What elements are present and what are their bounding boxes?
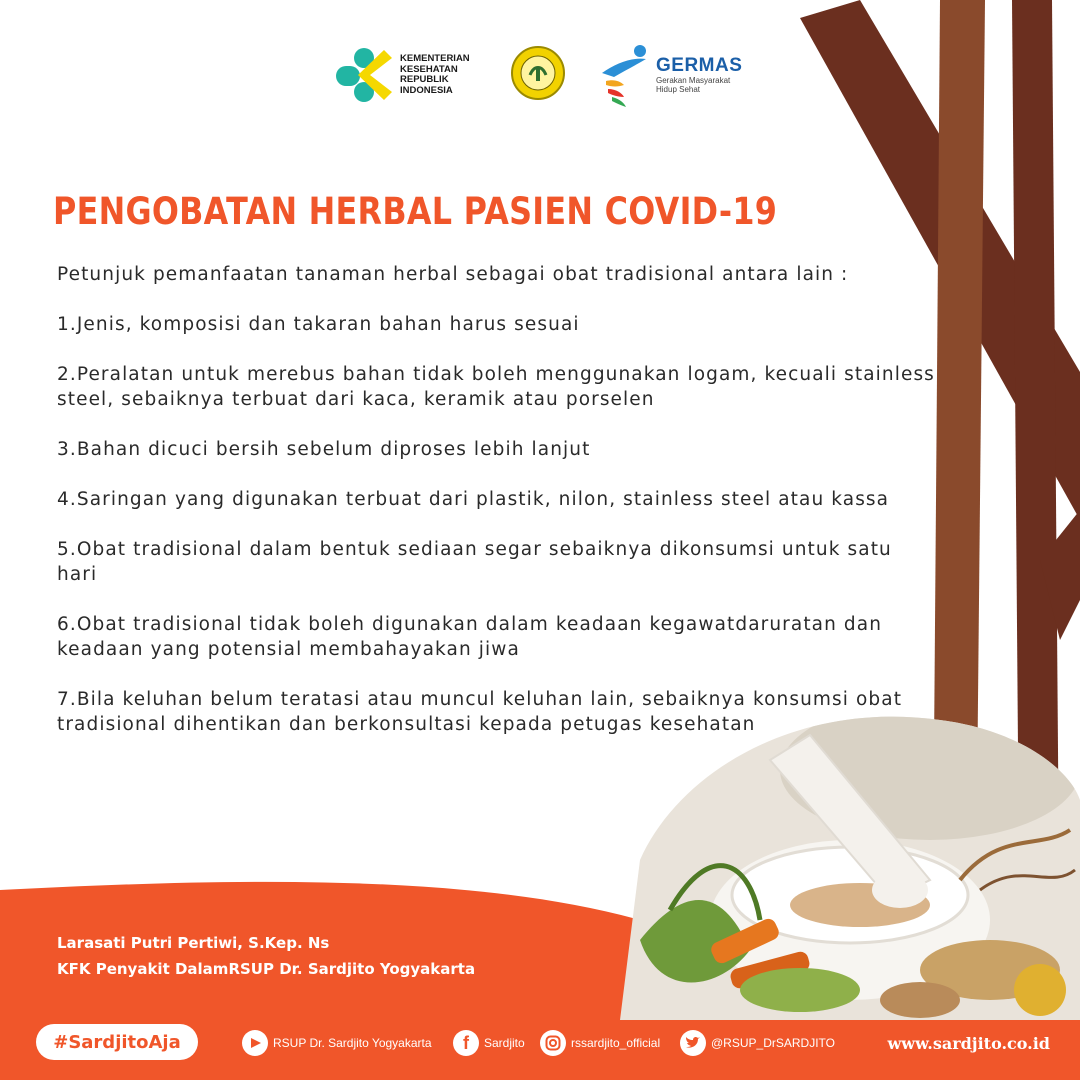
footer-bar	[0, 1018, 1080, 1068]
germas-logo	[600, 43, 742, 107]
kemenkes-logo	[336, 44, 490, 106]
germas-subtitle: Gerakan Masyarakat Hidup Sehat	[656, 76, 731, 94]
twitter-link[interactable]	[680, 1030, 835, 1056]
page-title: PENGOBATAN HERBAL PASIEN COVID-19	[53, 190, 778, 233]
kemenkes-emblem-icon	[336, 44, 394, 106]
instagram-icon	[540, 1030, 566, 1056]
youtube-label: RSUP Dr. Sardjito Yogyakarta	[273, 1036, 432, 1050]
intro-text: Petunjuk pemanfaatan tanaman herbal sebagai obat tradisional antara lain :	[57, 264, 849, 285]
facebook-link[interactable]	[453, 1030, 525, 1056]
university-seal-logo	[510, 45, 566, 105]
seal-icon	[510, 45, 566, 101]
twitter-icon	[680, 1030, 706, 1056]
website-link[interactable]: www.sardjito.co.id	[887, 1034, 1050, 1053]
kemenkes-text: KEMENTERIAN KESEHATAN REPUBLIK INDONESIA	[400, 53, 470, 96]
list-item-5: 5.Obat tradisional dalam bentuk sediaan segar sebaiknya dikonsumsi untuk satu hari	[57, 539, 892, 585]
list-item-1: 1.Jenis, komposisi dan takaran bahan harus sesuai	[57, 314, 580, 335]
germas-emblem-icon	[600, 43, 652, 107]
list-item-4: 4.Saringan yang digunakan terbuat dari plastik, nilon, stainless steel atau kassa	[57, 489, 890, 510]
logos-header	[336, 40, 742, 110]
facebook-icon: f	[453, 1030, 479, 1056]
instagram-label: rssardjito_official	[571, 1036, 661, 1050]
youtube-icon	[242, 1030, 268, 1056]
list-item-6: 6.Obat tradisional tidak boleh digunakan dalam keadaan kegawatdaruratan dan keadaan yang potensial membahayakan jiwa	[57, 614, 883, 660]
youtube-link[interactable]	[242, 1030, 432, 1056]
facebook-label: Sardjito	[484, 1036, 525, 1050]
instagram-link[interactable]	[540, 1030, 660, 1056]
author-name: Larasati Putri Pertiwi, S.Kep. Ns	[57, 934, 330, 952]
hashtag-badge: #SardjitoAja	[36, 1024, 198, 1060]
list-item-2: 2.Peralatan untuk merebus bahan tidak boleh menggunakan logam, kecuali stainless steel, sebaiknya terbuat dari kaca, keramik atau porselen	[57, 364, 935, 410]
list-item-7: 7.Bila keluhan belum teratasi atau muncul keluhan lain, sebaiknya konsumsi obat tradisional dihentikan dan berkonsultasi kepada petugas kesehatan	[57, 689, 903, 735]
twitter-label: @RSUP_DrSARDJITO	[711, 1036, 835, 1050]
list-item-3: 3.Bahan dicuci bersih sebelum diproses lebih lanjut	[57, 439, 591, 460]
content-body	[57, 262, 937, 762]
germas-title: GERMAS	[656, 55, 743, 76]
author-block	[57, 930, 475, 982]
author-affiliation: KFK Penyakit DalamRSUP Dr. Sardjito Yogyakarta	[57, 960, 476, 978]
